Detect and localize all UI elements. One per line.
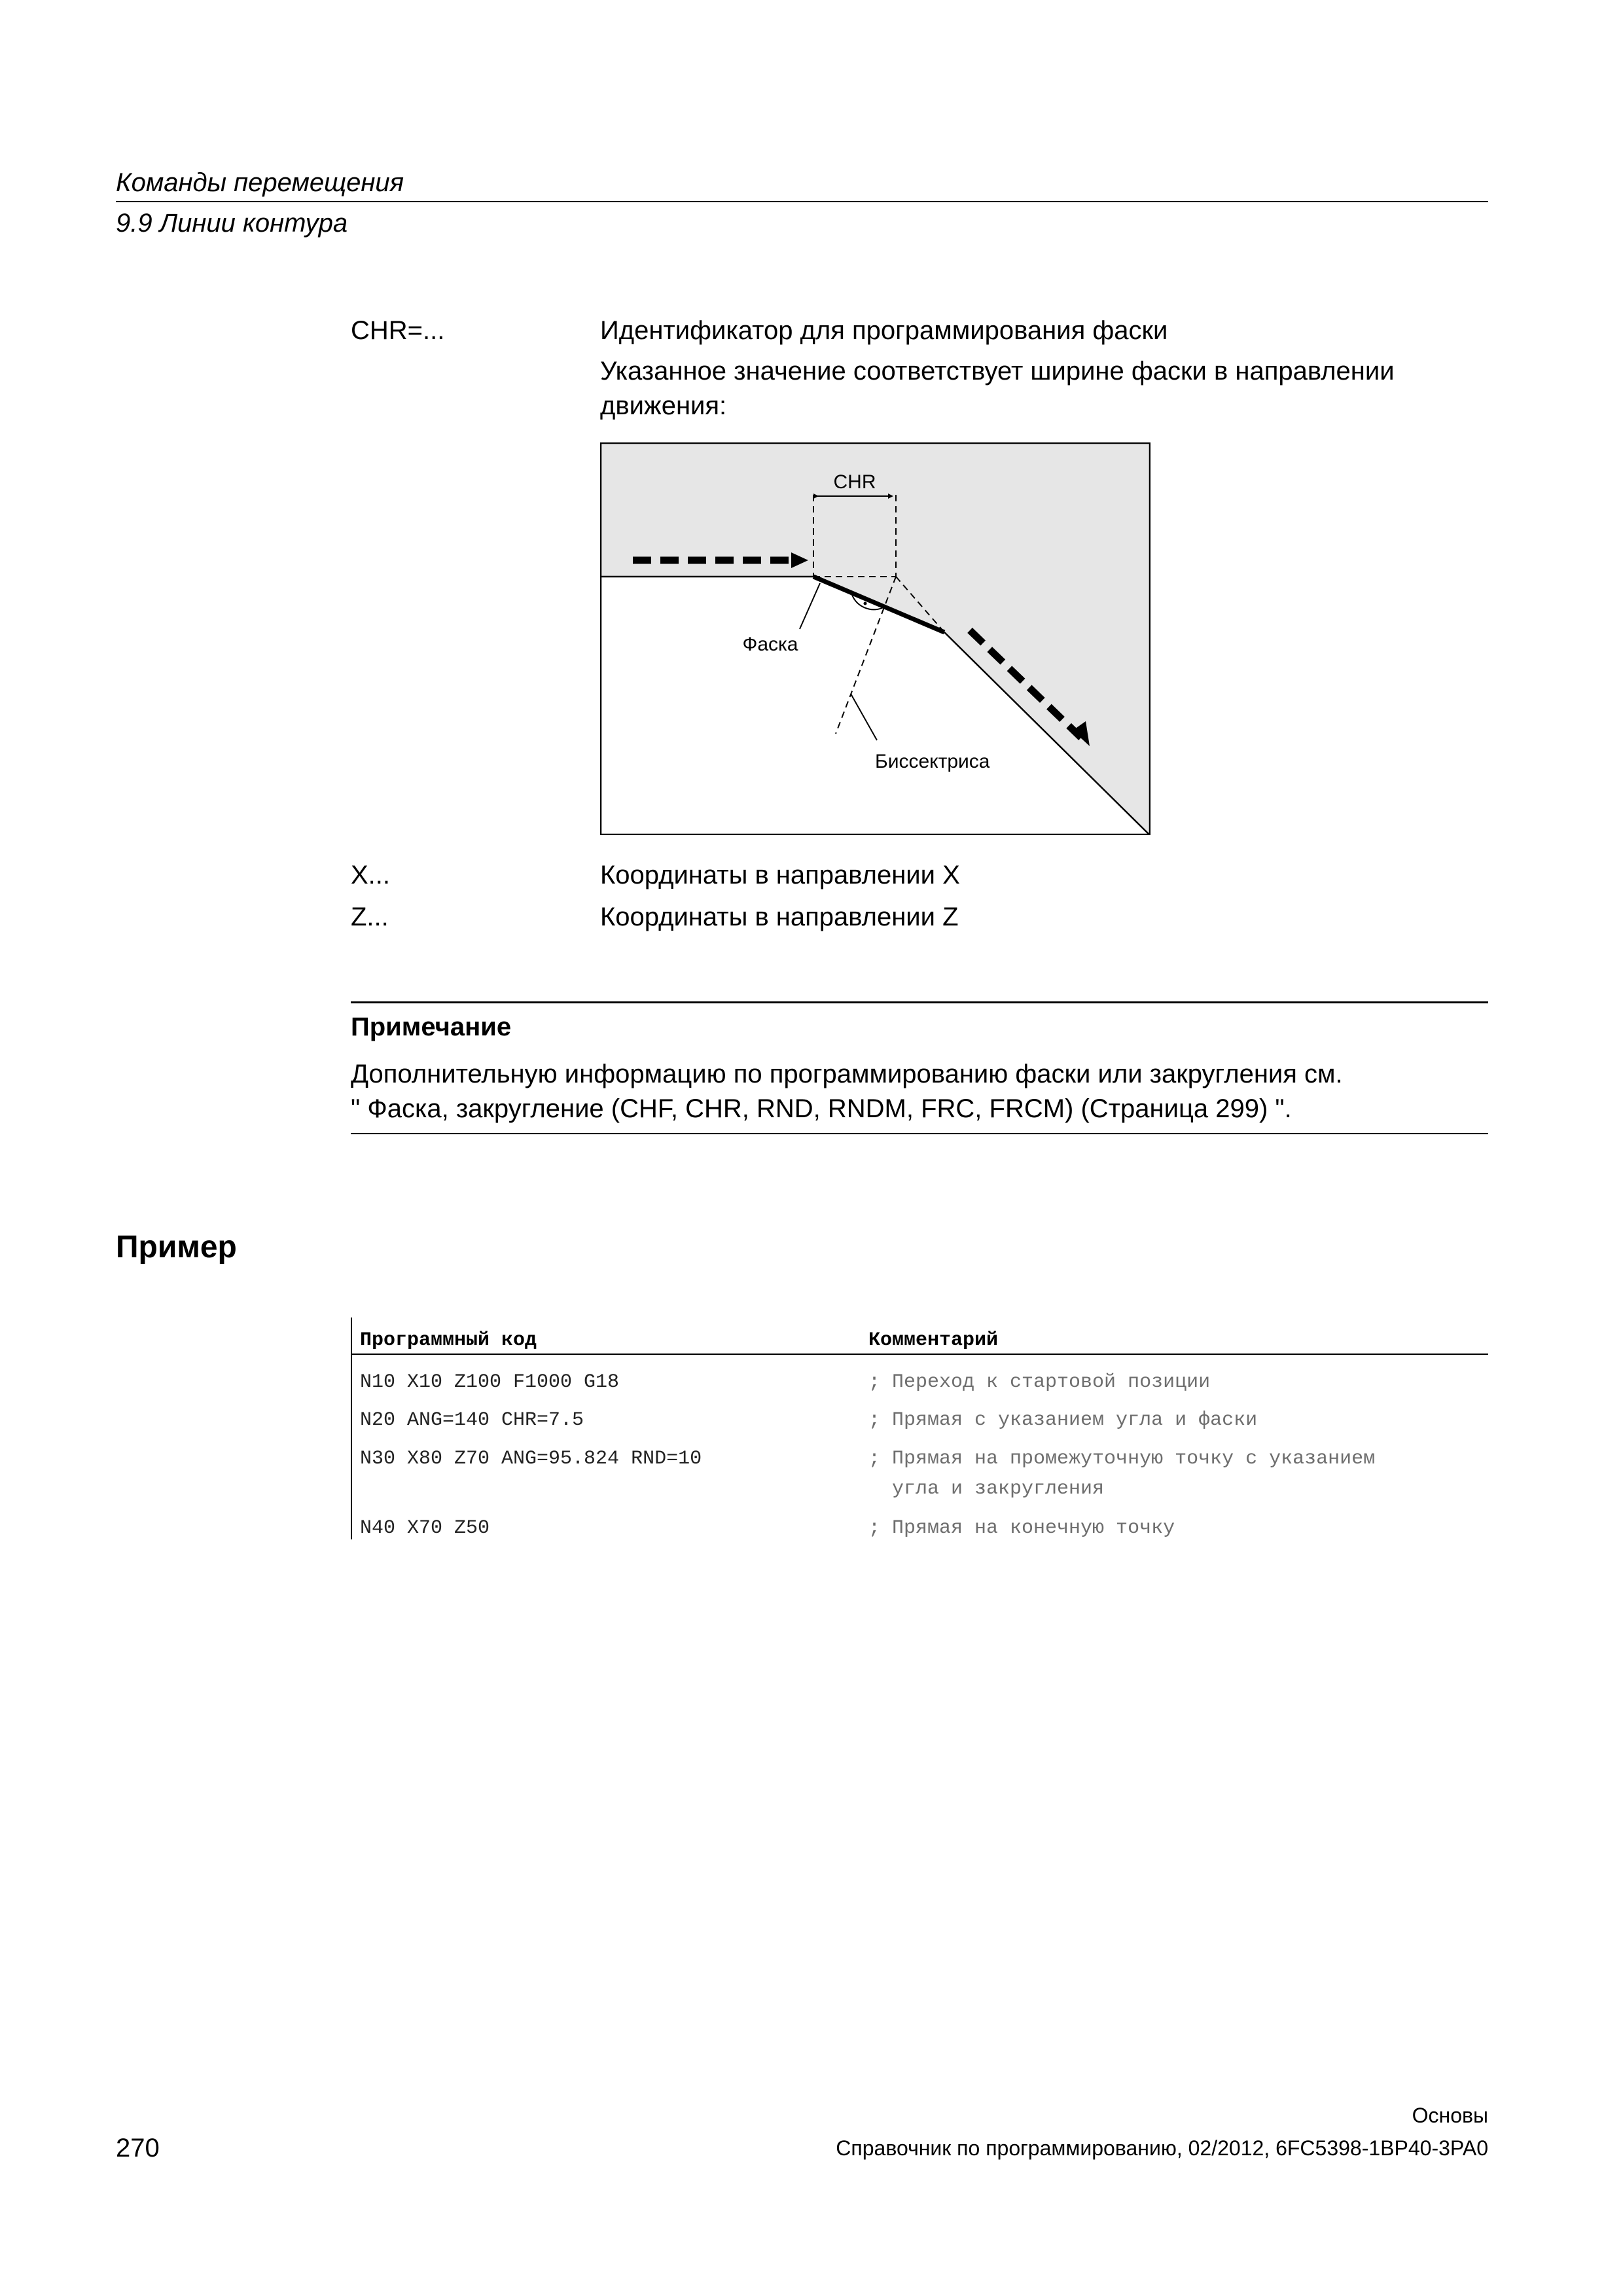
note-top-rule — [351, 1001, 1488, 1003]
code-line-n40: N40 X70 Z50 — [360, 1517, 490, 1539]
bisector-label: Биссектриса — [875, 751, 990, 772]
param-z-desc: Координаты в направлении Z — [600, 903, 959, 931]
code-table-left-border — [351, 1318, 352, 1539]
comment-line-n20: ; Прямая с указанием угла и фаски — [868, 1409, 1258, 1431]
note-text-line2: " Фаска, закругление (CHF, CHR, RND, RNDM, FRC, FRCM) (Страница 299) ". — [351, 1094, 1292, 1123]
param-x-desc: Координаты в направлении X — [600, 861, 960, 889]
comment-line-n30-b: угла и закругления — [868, 1478, 1105, 1500]
code-line-n10: N10 X10 Z100 F1000 G18 — [360, 1371, 620, 1393]
comment-line-n30-a: ; Прямая на промежуточную точку с указанием — [868, 1448, 1376, 1470]
param-chr-term: CHR=... — [351, 316, 445, 345]
comment-line-n40: ; Прямая на конечную точку — [868, 1517, 1175, 1539]
code-column-header: Программный код — [360, 1329, 537, 1352]
param-chr-desc-line2: Указанное значение соответствует ширине фаски в направлении — [600, 357, 1395, 386]
footer-book-title: Основы — [1412, 2104, 1488, 2127]
param-chr-desc-line1: Идентификатор для программирования фаски — [600, 316, 1168, 345]
note-title: Примечание — [351, 1013, 512, 1041]
example-title: Пример — [116, 1230, 237, 1265]
footer-reference: Справочник по программированию, 02/2012, 6FC5398-1BP40-3PA0 — [836, 2136, 1488, 2160]
param-x-term: X... — [351, 861, 391, 889]
chamfer-label: Фаска — [742, 634, 798, 655]
running-header-section: 9.9 Линии контура — [116, 209, 348, 238]
right-angle-dot — [864, 602, 867, 605]
note-text-line1: Дополнительную информацию по программированию фаски или закругления см. — [351, 1060, 1343, 1088]
param-chr-desc-line3: движения: — [600, 391, 727, 420]
chr-label: CHR — [833, 471, 876, 493]
code-line-n30: N30 X80 Z70 ANG=95.824 RND=10 — [360, 1448, 702, 1470]
running-header-chapter: Команды перемещения — [116, 168, 404, 197]
header-rule — [116, 201, 1488, 202]
param-z-term: Z... — [351, 903, 389, 931]
comment-column-header: Комментарий — [868, 1329, 999, 1352]
code-line-n20: N20 ANG=140 CHR=7.5 — [360, 1409, 584, 1431]
page-number: 270 — [116, 2134, 160, 2162]
chamfer-diagram — [600, 442, 1150, 835]
code-table-header-rule — [351, 1354, 1488, 1355]
note-bottom-rule — [351, 1133, 1488, 1134]
comment-line-n10: ; Переход к стартовой позиции — [868, 1371, 1211, 1393]
